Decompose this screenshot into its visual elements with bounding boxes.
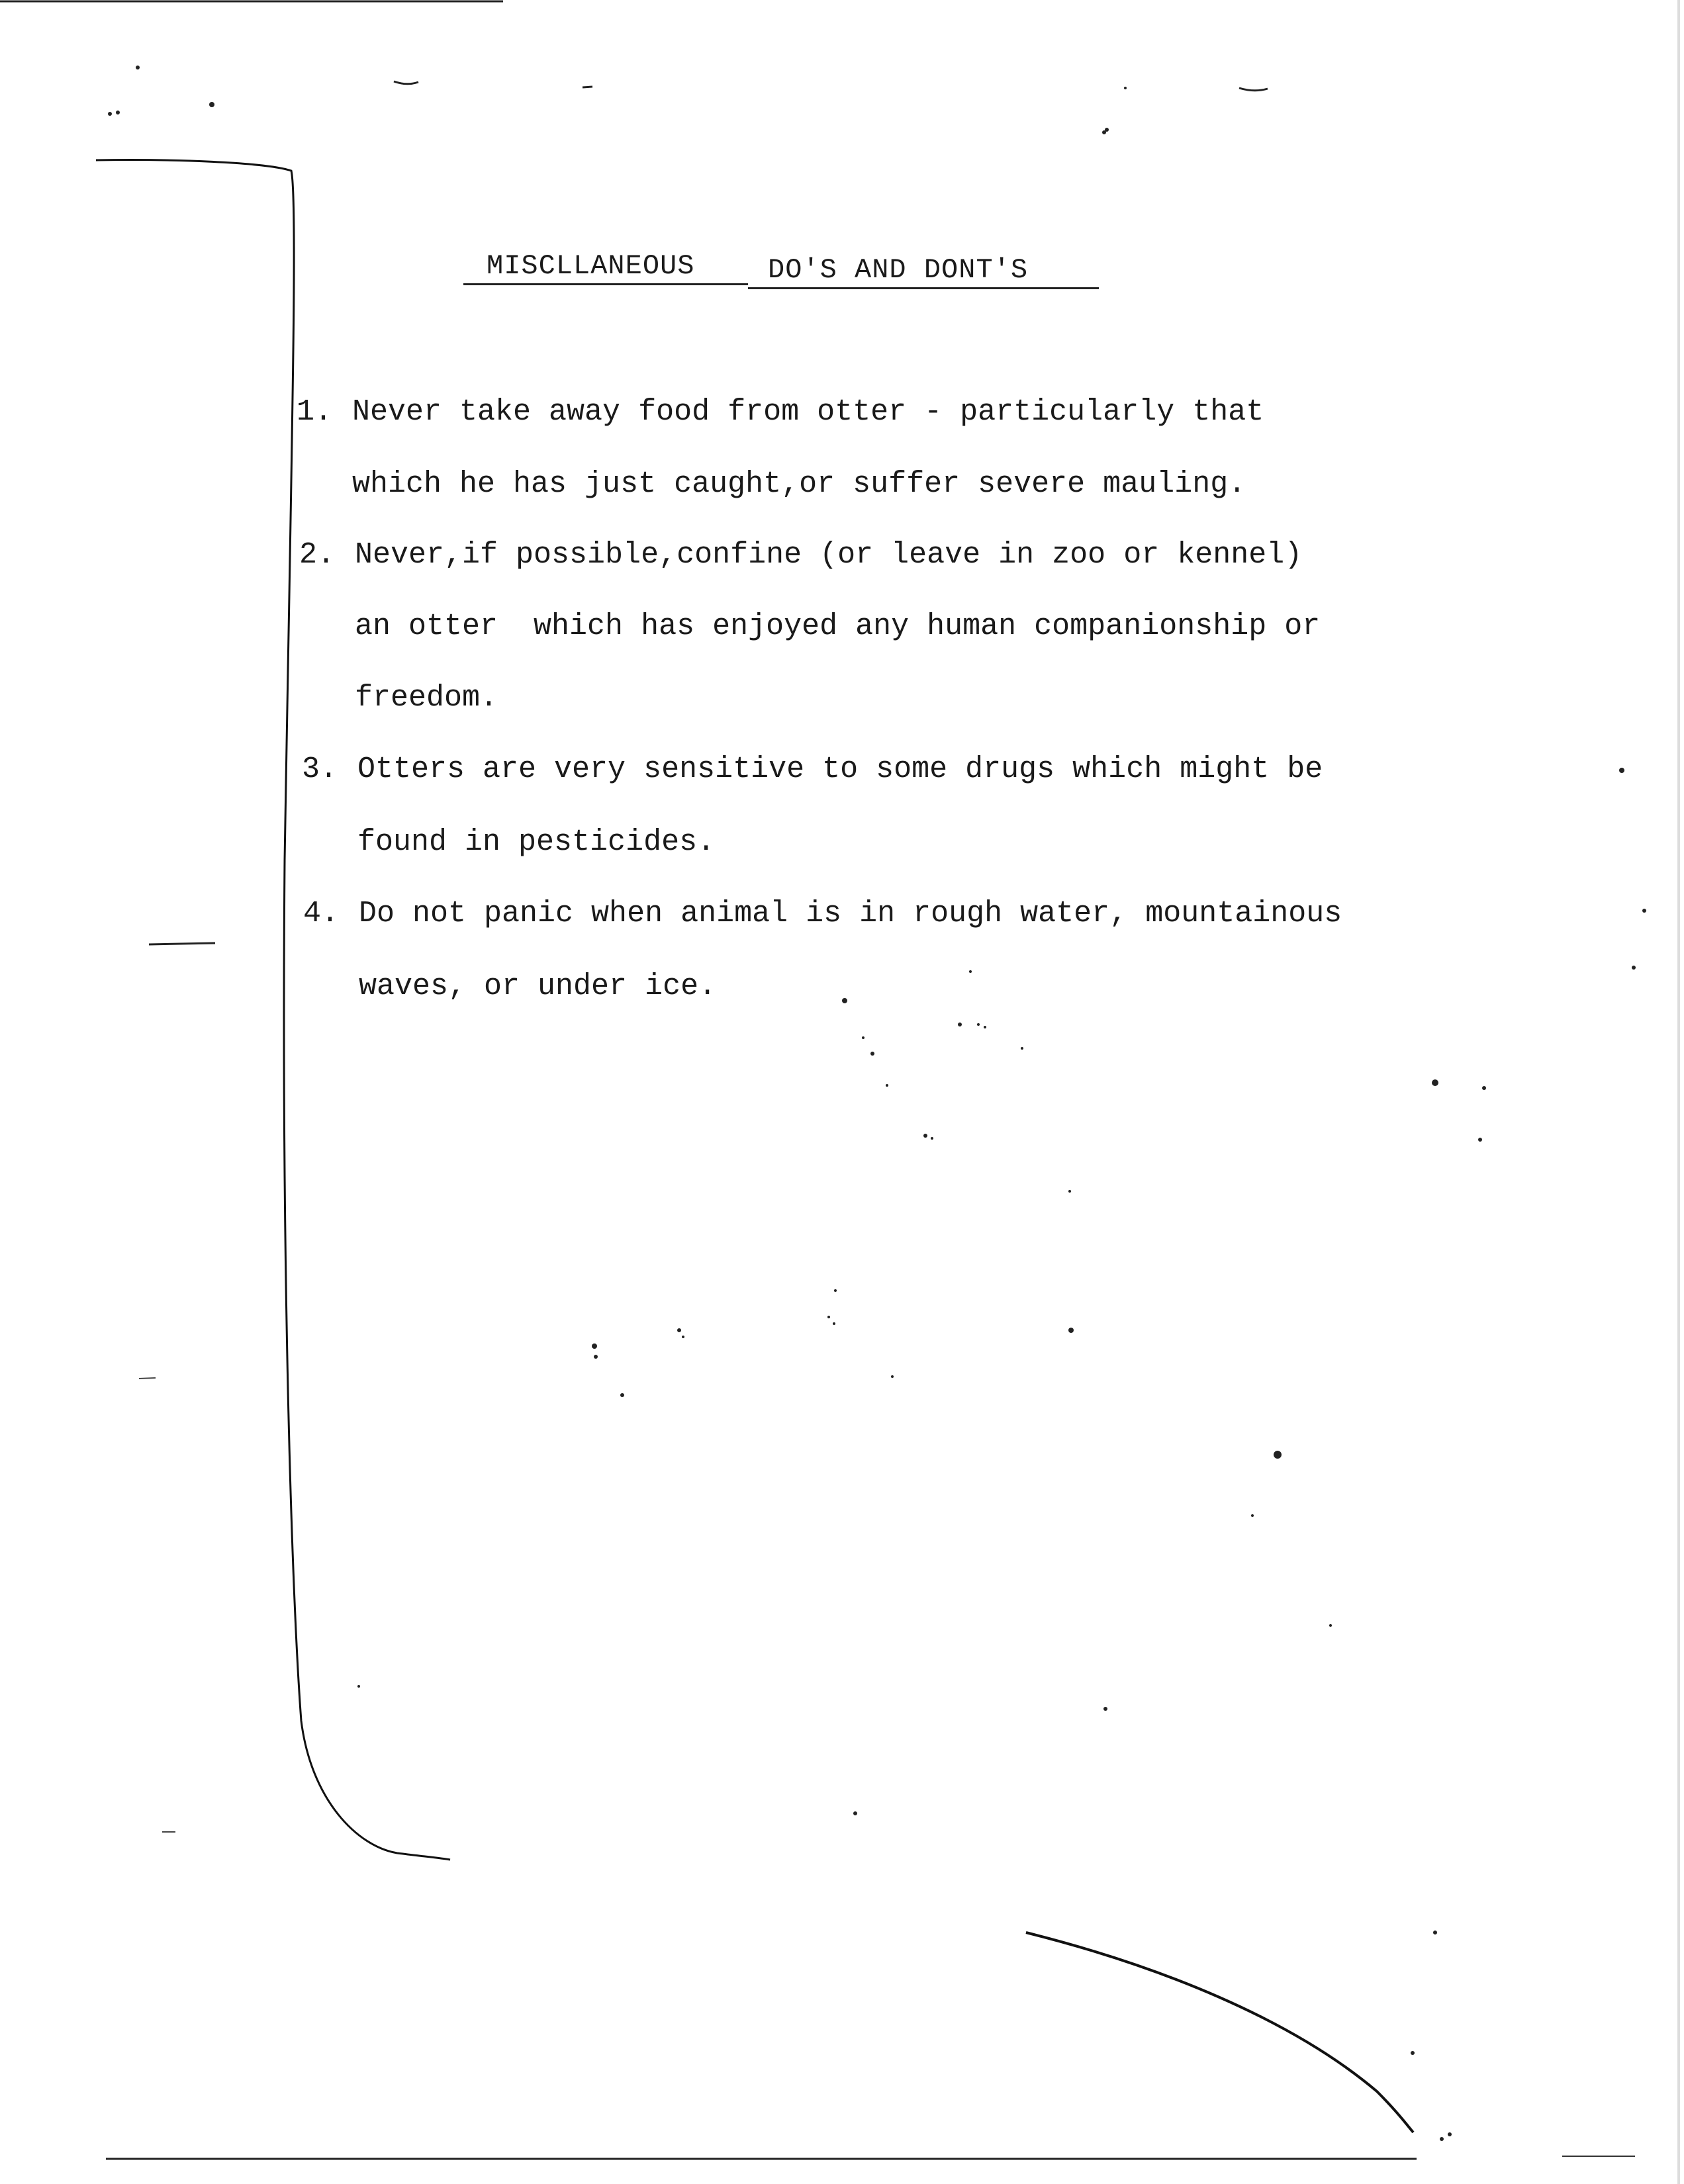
title-part-2: DO'S AND DONT'S bbox=[768, 254, 1029, 286]
top-mark bbox=[394, 81, 418, 84]
list-item-number: 3. bbox=[302, 752, 338, 786]
list-item-line: which he has just caught,or suffer severe mauling. bbox=[352, 467, 1246, 501]
title-underline bbox=[748, 287, 1099, 289]
list-item-line: Never,if possible,confine (or leave in zoo or kennel) bbox=[355, 538, 1303, 572]
list-item-line: found in pesticides. bbox=[357, 825, 716, 859]
list-item-line: freedom. bbox=[355, 681, 498, 715]
list-item-number: 1. bbox=[297, 395, 333, 429]
margin-dash bbox=[149, 943, 215, 944]
list-item-line: Do not panic when animal is in rough water, mountainous bbox=[359, 897, 1342, 931]
list-item-number: 2. bbox=[299, 538, 336, 572]
top-mark bbox=[1239, 88, 1268, 91]
list-item-line: waves, or under ice. bbox=[359, 970, 717, 1003]
margin-dash bbox=[139, 1378, 156, 1379]
title-underline bbox=[463, 283, 748, 285]
list-item-number: 4. bbox=[303, 897, 340, 931]
list-item-line: Otters are very sensitive to some drugs which might be bbox=[357, 752, 1323, 786]
list-item-line: an otter which has enjoyed any human companionship or bbox=[355, 610, 1321, 643]
page-title bbox=[463, 246, 1099, 293]
title-part-1: MISCLLANEOUS bbox=[487, 250, 695, 282]
list-item-line: Never take away food from otter - particularly that bbox=[352, 395, 1264, 429]
corner-curve-line bbox=[1026, 1933, 1413, 2132]
